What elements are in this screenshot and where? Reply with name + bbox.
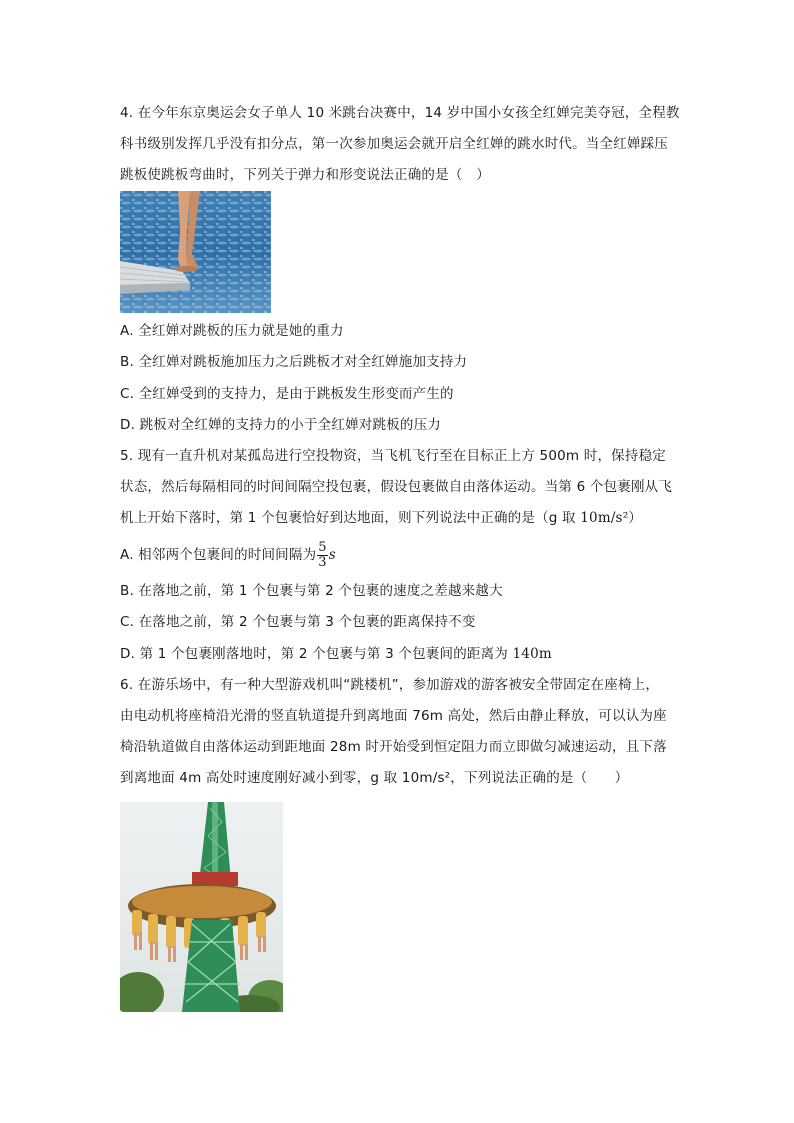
q5-stem-line-1: 5. 现有一直升机对某孤岛进行空投物资，当飞机飞行至在目标正上方 500m 时，保持稳定 <box>120 448 666 464</box>
q5-option-a-text: A. 相邻两个包裹间的时间间隔为 <box>120 547 317 563</box>
q5-stem-line-3 <box>120 508 642 528</box>
gravity-value: 10m/s² <box>580 510 629 526</box>
distance-value: 140m <box>512 646 552 662</box>
q4-stem-line-1: 4. 在今年东京奥运会女子单人 10 米跳台决赛中，14 岁中国小女孩全红婵完美夺冠，全程教 <box>120 105 680 121</box>
q5-option-c: C. 在落地之前，第 2 个包裹与第 3 个包裹的距离保持不变 <box>120 614 476 630</box>
q5-option-d-text: D. 第 1 个包裹刚落地时，第 2 个包裹与第 3 个包裹间的距离为 <box>120 646 513 662</box>
fraction <box>317 541 327 570</box>
q4-option-c: C. 全红婵受到的支持力，是由于跳板发生形变而产生的 <box>120 386 454 402</box>
q4-option-a: A. 全红婵对跳板的压力就是她的重力 <box>120 323 344 339</box>
fraction-numerator: 5 <box>318 539 327 555</box>
q6-stem-line-2: 由电动机将座椅沿光滑的竖直轨道提升到离地面 76m 高处，然后由静止释放，可以认为座 <box>120 708 667 724</box>
q4-option-b: B. 全红婵对跳板施加压力之后跳板才对全红婵施加支持力 <box>120 354 468 370</box>
q5-stem-line-2: 状态，然后每隔相同的时间间隔空投包裹，假设包裹做自由落体运动。当第 6 个包裹刚从飞 <box>120 479 673 495</box>
q4-stem-line-3: 跳板使跳板弯曲时，下列关于弹力和形变说法正确的是（ ） <box>120 167 490 183</box>
q5-stem-line-3-end: ） <box>628 510 643 526</box>
q6-stem-line-4: 到离地面 4m 高处时速度刚好减小到零，g 取 10m/s²，下列说法正确的是（ ） <box>120 770 629 786</box>
q5-option-d <box>120 644 552 664</box>
q4-option-d: D. 跳板对全红婵的支持力的小于全红婵对跳板的压力 <box>120 417 441 433</box>
diving-board-photo <box>120 191 271 313</box>
q5-option-a <box>120 538 336 572</box>
q5-stem-line-3-text: 机上开始下落时，第 1 个包裹恰好到达地面，则下列说法中正确的是（g 取 <box>120 510 581 526</box>
q5-option-b: B. 在落地之前，第 1 个包裹与第 2 个包裹的速度之差越来越大 <box>120 583 503 599</box>
fraction-denominator: 3 <box>318 554 327 570</box>
q4-stem-line-2: 科书级别发挥几乎没有扣分点，第一次参加奥运会就开启全红婵的跳水时代。当全红婵踩压 <box>120 136 668 152</box>
unit-seconds: s <box>328 547 336 563</box>
q6-stem-line-1: 6. 在游乐场中，有一种大型游戏机叫“跳楼机”，参加游戏的游客被安全带固定在座椅上， <box>120 677 660 693</box>
drop-tower-photo <box>120 802 283 1012</box>
q6-stem-line-3: 椅沿轨道做自由落体运动到距地面 28m 时开始受到恒定阻力而立即做匀减速运动，且下落 <box>120 739 667 755</box>
